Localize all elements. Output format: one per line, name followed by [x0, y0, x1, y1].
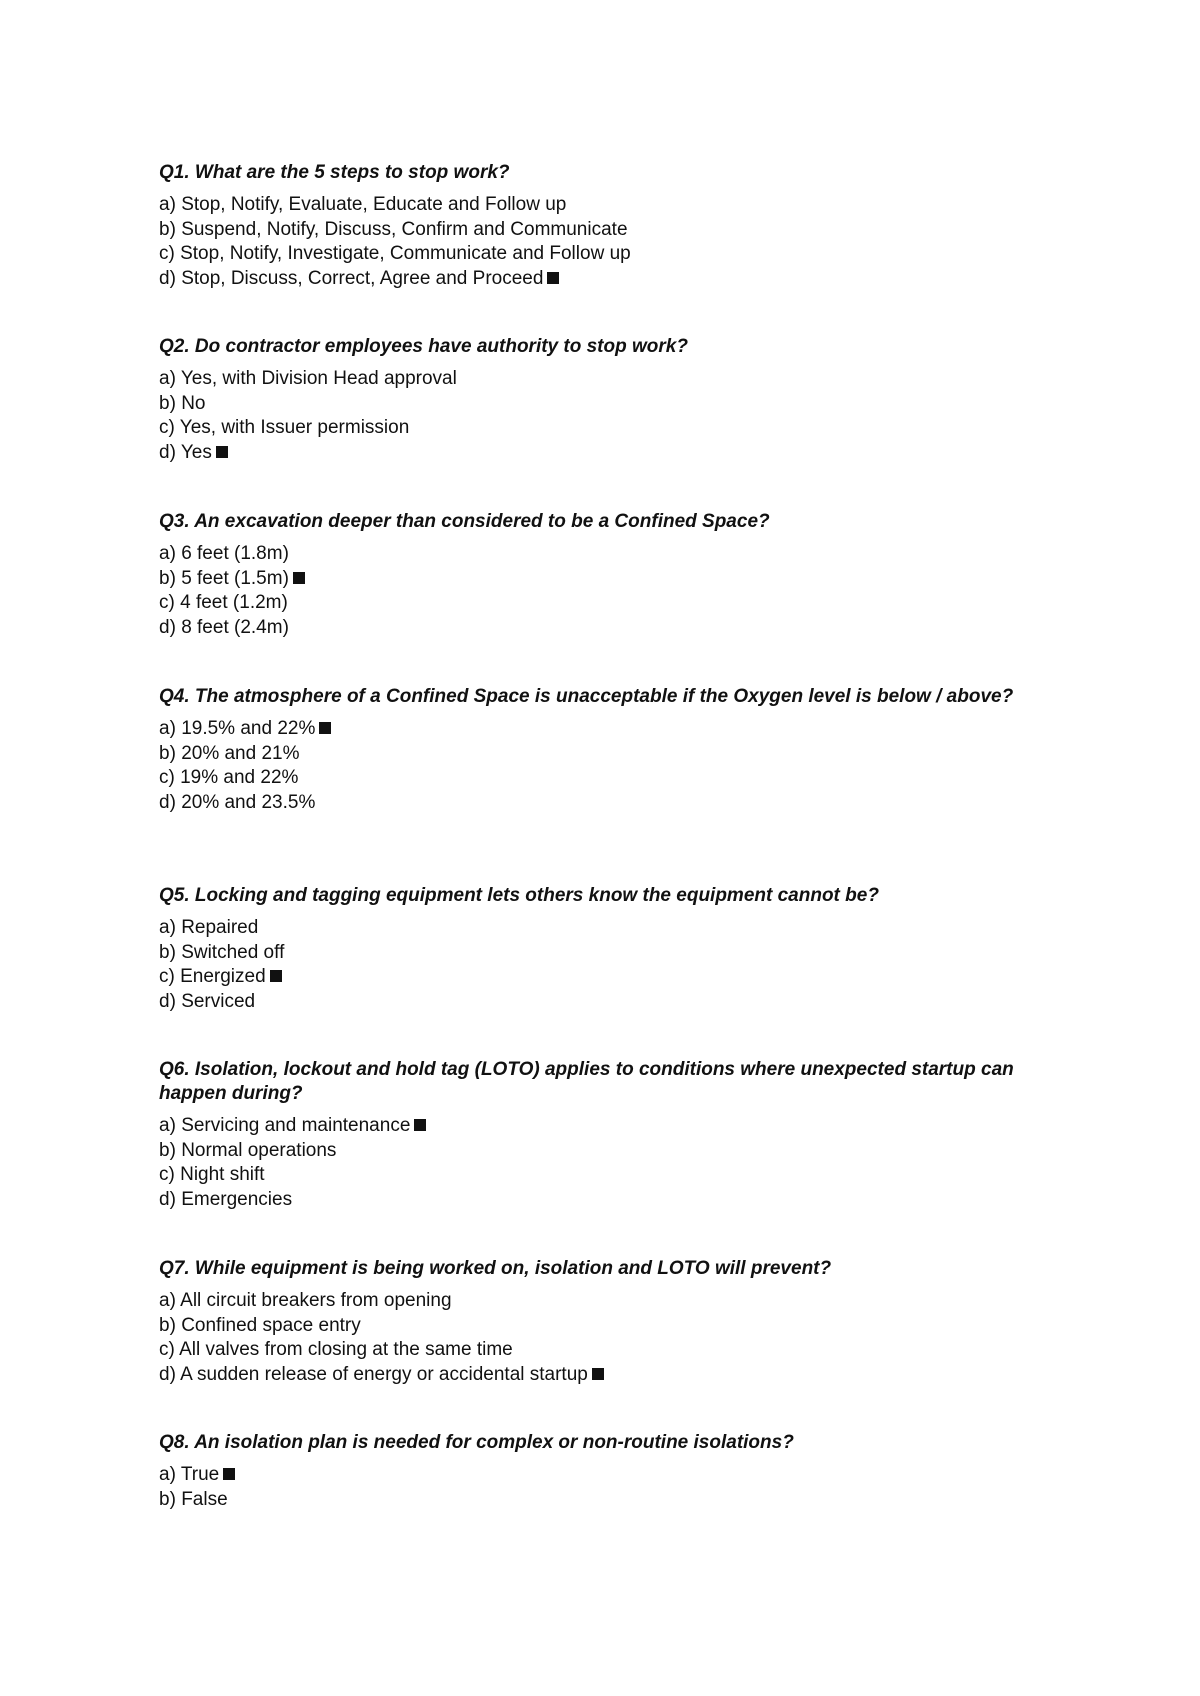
option-b: b) No — [159, 392, 206, 414]
correct-answer-marker-icon — [293, 572, 305, 584]
option-d: d) 20% and 23.5% — [159, 791, 316, 813]
correct-answer-marker-icon — [319, 722, 331, 734]
question-2 — [159, 335, 1059, 465]
option-b: b) Switched off — [159, 941, 285, 963]
question-text: Q5. Locking and tagging equipment lets others know the equipment cannot be? — [159, 885, 879, 906]
option-a: a) True — [159, 1463, 1059, 1488]
correct-answer-marker-icon — [547, 272, 559, 284]
question-4 — [159, 685, 1059, 815]
option-d: d) Yes — [159, 441, 1059, 466]
question-8 — [159, 1431, 1059, 1512]
option-a: a) Yes, with Division Head approval — [159, 368, 457, 389]
option-b: b) False — [159, 1488, 228, 1510]
question-5 — [159, 884, 1059, 1014]
option-b: b) Normal operations — [159, 1139, 337, 1161]
option-b: b) Confined space entry — [159, 1314, 361, 1336]
option-c: c) 4 feet (1.2m) — [159, 592, 288, 613]
option-c: c) Stop, Notify, Investigate, Communicate and Follow up — [159, 243, 631, 264]
option-c: c) Night shift — [159, 1164, 265, 1185]
option-c: c) Yes, with Issuer permission — [159, 417, 410, 438]
question-3 — [159, 510, 1059, 640]
correct-answer-marker-icon — [592, 1368, 604, 1380]
question-text: Q6. Isolation, lockout and hold tag (LOTO) applies to conditions where unexpected startup can happen during? — [159, 1059, 1014, 1104]
option-a: a) 19.5% and 22% — [159, 717, 1059, 742]
question-1 — [159, 161, 1059, 291]
question-text: Q3. An excavation deeper than considered to be a Confined Space? — [159, 511, 770, 532]
option-b: b) 20% and 21% — [159, 742, 300, 764]
correct-answer-marker-icon — [216, 446, 228, 458]
question-text: Q7. While equipment is being worked on, isolation and LOTO will prevent? — [159, 1258, 832, 1279]
question-text: Q4. The atmosphere of a Confined Space is unacceptable if the Oxygen level is below / above? — [159, 686, 1014, 707]
option-b: b) Suspend, Notify, Discuss, Confirm and Communicate — [159, 218, 628, 240]
correct-answer-marker-icon — [270, 970, 282, 982]
correct-answer-marker-icon — [223, 1468, 235, 1480]
option-a: a) 6 feet (1.8m) — [159, 543, 289, 564]
option-d: d) Stop, Discuss, Correct, Agree and Proceed — [159, 267, 1059, 292]
question-6 — [159, 1058, 1059, 1212]
question-text: Q8. An isolation plan is needed for complex or non-routine isolations? — [159, 1432, 794, 1453]
option-c: c) 19% and 22% — [159, 767, 299, 788]
question-7 — [159, 1257, 1059, 1387]
option-b: b) 5 feet (1.5m) — [159, 567, 1059, 592]
question-text: Q2. Do contractor employees have authority to stop work? — [159, 336, 688, 357]
option-a: a) Servicing and maintenance — [159, 1114, 1059, 1139]
option-a: a) All circuit breakers from opening — [159, 1290, 452, 1311]
option-c: c) All valves from closing at the same time — [159, 1339, 513, 1360]
option-d: d) 8 feet (2.4m) — [159, 616, 289, 638]
option-a: a) Repaired — [159, 917, 259, 938]
correct-answer-marker-icon — [414, 1119, 426, 1131]
option-d: d) A sudden release of energy or accidental startup — [159, 1363, 1059, 1388]
option-d: d) Emergencies — [159, 1188, 293, 1210]
option-d: d) Serviced — [159, 990, 256, 1012]
question-text: Q1. What are the 5 steps to stop work? — [159, 162, 510, 183]
option-a: a) Stop, Notify, Evaluate, Educate and Follow up — [159, 194, 567, 215]
option-c: c) Energized — [159, 965, 1059, 990]
